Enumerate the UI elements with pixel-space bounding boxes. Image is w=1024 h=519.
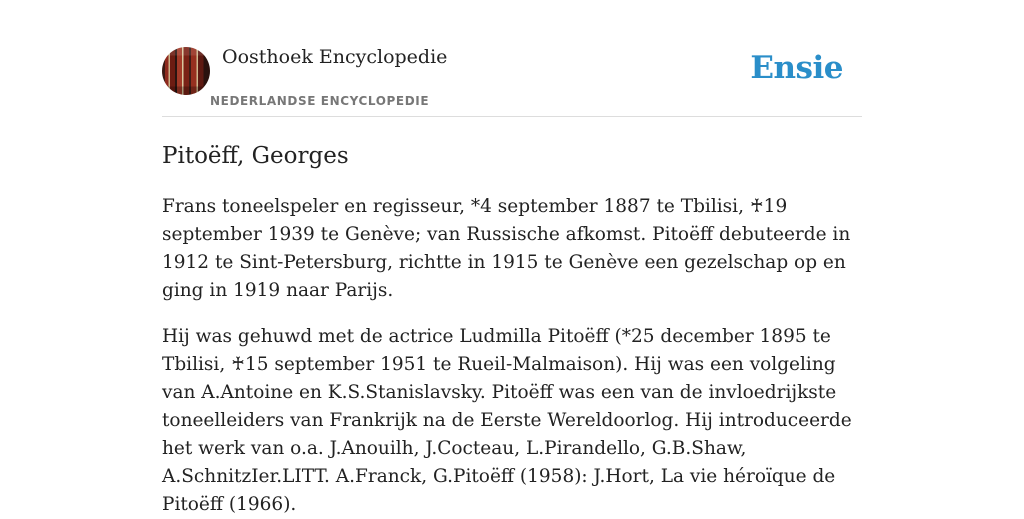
site-subtitle: NEDERLANDSE ENCYCLOPEDIE bbox=[210, 94, 430, 108]
article-title: Pitoëff, Georges bbox=[162, 143, 349, 169]
article-paragraph: Frans toneelspeler en regisseur, *4 september 1887 te Tbilisi, ♰19 september 1939 te Genève; van Russische afkomst. Pitoëff debuteerde in 1912 te Sint-Petersburg, richtte in 1915 te Genève een gezelschap op en ging in 1919 naar Parijs. bbox=[162, 196, 851, 301]
article-card bbox=[162, 0, 862, 519]
article-paragraph: Hij was gehuwd met de actrice Ludmilla Pitoëff (*25 december 1895 te Tbilisi, ♰15 september 1951 te Rueil-Malmaison). Hij was een volgeling van A.Antoine en K.S.Stanislavsky. Pitoëff was een van de invloedrijkste toneelleiders van Frankrijk na de Eerste Wereldoorlog. Hij introduceerde het werk van o.a. J.Anouilh, J.Cocteau, L.Pirandello, G.B.Shaw, A.SchnitzIer.LITT. A.Franck, G.Pitoëff (1958): J.Hort, La vie héroïque de Pitoëff (1966). bbox=[162, 326, 852, 515]
encyclopedia-avatar[interactable] bbox=[162, 47, 210, 95]
site-name-link[interactable]: Oosthoek Encyclopedie bbox=[222, 46, 448, 68]
site-header bbox=[162, 0, 862, 117]
ensie-logo[interactable]: Ensie bbox=[750, 50, 843, 86]
